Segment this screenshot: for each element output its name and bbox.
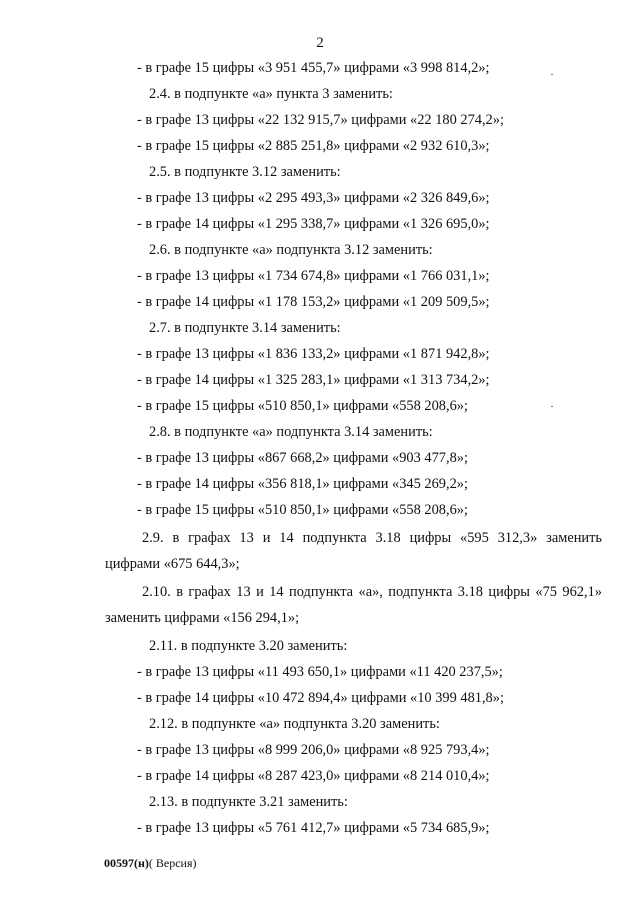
document-line: - в графе 13 цифры «8 999 206,0» цифрами «8 925 793,4»;: [137, 742, 490, 758]
document-line: - в графе 14 цифры «10 472 894,4» цифрами «10 399 481,8»;: [137, 690, 504, 706]
document-line: - в графе 13 цифры «1 836 133,2» цифрами «1 871 942,8»;: [137, 346, 490, 362]
page-number: 2: [316, 35, 324, 51]
document-line: - в графе 14 цифры «8 287 423,0» цифрами «8 214 010,4»;: [137, 768, 490, 784]
document-line: - в графе 13 цифры «22 132 915,7» цифрами «22 180 274,2»;: [137, 112, 504, 128]
document-line: - в графе 14 цифры «1 295 338,7» цифрами «1 326 695,0»;: [137, 216, 490, 232]
document-line: - в графе 13 цифры «1 734 674,8» цифрами «1 766 031,1»;: [137, 268, 490, 284]
document-line: - в графе 15 цифры «2 885 251,8» цифрами «2 932 610,3»;: [137, 138, 490, 154]
document-line: - в графе 13 цифры «867 668,2» цифрами «903 477,8»;: [137, 450, 468, 466]
document-line: - в графе 14 цифры «356 818,1» цифрами «345 269,2»;: [137, 476, 468, 492]
document-line: 2.11. в подпункте 3.20 заменить:: [149, 638, 348, 654]
document-line: 2.8. в подпункте «а» подпункта 3.14 заменить:: [149, 424, 433, 440]
document-code: 00597(н): [104, 856, 149, 870]
document-line: 2.7. в подпункте 3.14 заменить:: [149, 320, 341, 336]
document-line: - в графе 14 цифры «1 325 283,1» цифрами «1 313 734,2»;: [137, 372, 490, 388]
document-line: 2.9. в графах 13 и 14 подпункта 3.18 цифры «595 312,3» заменить: [142, 530, 602, 546]
document-line: 2.6. в подпункте «а» подпункта 3.12 заменить:: [149, 242, 433, 258]
document-line: - в графе 13 цифры «5 761 412,7» цифрами «5 734 685,9»;: [137, 820, 490, 836]
scan-speck: [551, 406, 553, 407]
version-label: ( Версия): [148, 856, 197, 870]
document-line: 2.13. в подпункте 3.21 заменить:: [149, 794, 348, 810]
document-line: - в графе 15 цифры «510 850,1» цифрами «558 208,6»;: [137, 398, 468, 414]
document-line: - в графе 15 цифры «3 951 455,7» цифрами «3 998 814,2»;: [137, 60, 490, 76]
document-line: 2.4. в подпункте «а» пункта 3 заменить:: [149, 86, 393, 102]
document-line: - в графе 13 цифры «11 493 650,1» цифрами «11 420 237,5»;: [137, 664, 503, 680]
document-line: 2.12. в подпункте «а» подпункта 3.20 заменить:: [149, 716, 440, 732]
page-footer: [104, 856, 197, 871]
document-line: - в графе 15 цифры «510 850,1» цифрами «558 208,6»;: [137, 502, 468, 518]
document-line: заменить цифрами «156 294,1»;: [105, 610, 300, 626]
document-line: - в графе 13 цифры «2 295 493,3» цифрами «2 326 849,6»;: [137, 190, 490, 206]
scan-speck: [551, 74, 553, 75]
document-line: цифрами «675 644,3»;: [105, 556, 240, 572]
document-line: 2.10. в графах 13 и 14 подпункта «а», подпункта 3.18 цифры «75 962,1»: [142, 584, 602, 600]
document-line: 2.5. в подпункте 3.12 заменить:: [149, 164, 341, 180]
document-line: - в графе 14 цифры «1 178 153,2» цифрами «1 209 509,5»;: [137, 294, 490, 310]
